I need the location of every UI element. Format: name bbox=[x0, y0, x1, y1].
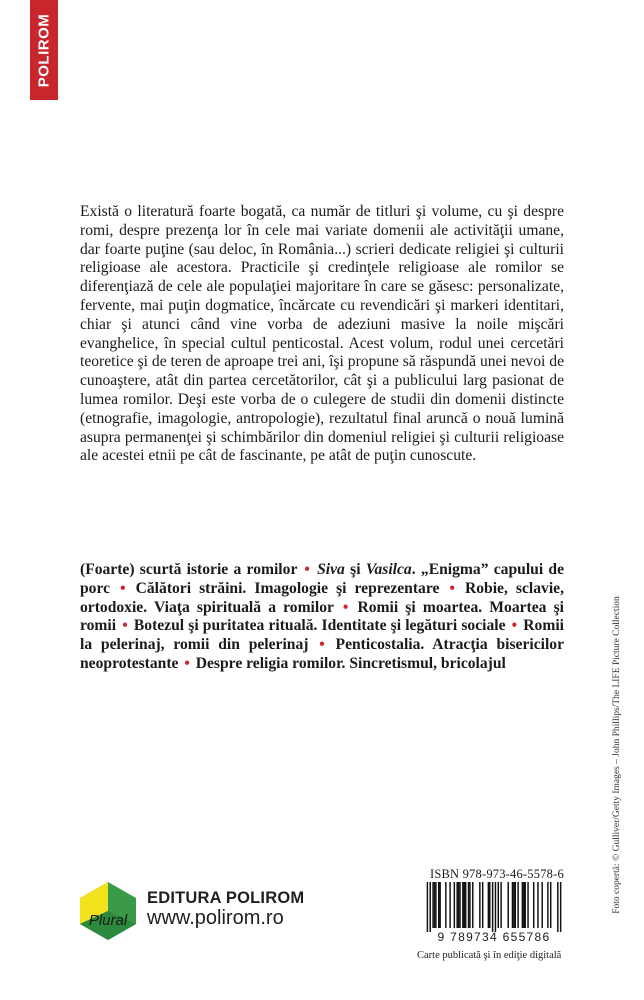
barcode-bar bbox=[456, 882, 457, 928]
barcode-bar bbox=[557, 882, 558, 932]
polirom-brand-tab bbox=[30, 0, 58, 100]
barcode-bar bbox=[495, 882, 496, 932]
barcode-bar bbox=[468, 882, 469, 928]
chapter-title: Despre religia romilor. Sincretismul, bricolajul bbox=[195, 654, 506, 672]
barcode-bar bbox=[547, 882, 548, 928]
barcode-bar bbox=[454, 882, 455, 928]
isbn-label: ISBN 978-973-46-5578-6 bbox=[430, 867, 564, 881]
chapter-title-connector: şi bbox=[344, 561, 366, 578]
barcode-bar bbox=[435, 882, 436, 928]
barcode-bar bbox=[550, 882, 551, 928]
barcode-bar bbox=[482, 882, 483, 928]
barcode-bar bbox=[445, 882, 446, 928]
barcode-bar bbox=[517, 882, 518, 928]
barcode-bar bbox=[427, 882, 428, 932]
barcode-bar bbox=[527, 882, 528, 928]
barcode-bar bbox=[515, 882, 516, 928]
barcode-bar bbox=[459, 882, 460, 928]
barcode-bar bbox=[524, 882, 525, 928]
digital-edition-note: Carte publicată şi în ediţie digitală bbox=[417, 950, 562, 961]
barcode-digits: 9 789734 655786 bbox=[437, 930, 551, 944]
plural-logo bbox=[80, 882, 136, 940]
bullet-separator: • bbox=[449, 579, 455, 597]
barcode-bar bbox=[458, 882, 459, 928]
chapter-title: Penticostalia. Atracţia bisericilor neoprotestante bbox=[80, 636, 565, 672]
chapter-title: Robie, sclavie, ortodoxie. Viaţa spirituală a romilor bbox=[80, 579, 564, 616]
bullet-separator: • bbox=[122, 617, 128, 635]
bullet-separator: • bbox=[304, 561, 310, 578]
barcode-bar bbox=[434, 882, 435, 928]
bullet-separator: • bbox=[184, 654, 190, 672]
brand-tab-label: POLIROM bbox=[35, 13, 53, 87]
barcode-bar bbox=[500, 882, 501, 928]
barcode-bar bbox=[541, 882, 542, 928]
barcode-bar bbox=[533, 882, 534, 928]
publisher-name: EDITURA POLIROM bbox=[147, 889, 305, 907]
barcode-bar bbox=[507, 882, 508, 928]
isbn-barcode bbox=[421, 882, 567, 932]
chapter-title: Botezul şi puritatea rituală. Identitate şi legături sociale bbox=[133, 617, 506, 635]
barcode-bar bbox=[537, 882, 538, 928]
barcode-bar bbox=[522, 882, 523, 928]
publisher-url: www.polirom.ro bbox=[147, 907, 284, 929]
barcode-bar bbox=[489, 882, 490, 928]
chapter-title: Romii şi moartea. Moartea şi romii bbox=[80, 598, 565, 635]
barcode-bar bbox=[472, 882, 473, 928]
barcode-bar bbox=[464, 882, 465, 928]
chapter-title-italic: Vasilca bbox=[365, 561, 412, 578]
barcode-bar bbox=[469, 882, 470, 928]
bullet-separator: • bbox=[319, 636, 325, 654]
photo-credit bbox=[607, 555, 627, 955]
barcode-bar bbox=[523, 882, 524, 928]
barcode-bar bbox=[560, 882, 561, 932]
bullet-separator: • bbox=[511, 617, 518, 635]
photo-credit-text: Foto copertă: © Gulliver/Getty Images – John Phillips/The LIFE Picture Collection bbox=[612, 596, 623, 914]
plural-logo-text: Plural bbox=[88, 912, 128, 929]
chapter-title: (Foarte) scurtă istorie a romilor bbox=[80, 561, 298, 578]
chapter-title: . „Enigma” capului de porc bbox=[80, 561, 565, 597]
barcode-bar bbox=[492, 882, 493, 932]
barcode-bar bbox=[449, 882, 450, 928]
back-cover-blurb: Există o literatură foarte bogată, ca număr de titluri şi volume, cu şi despre romi, despre prezenţa lor în cele mai variate domenii ale activităţii umane, dar foarte puţine (sau deloc, în România...) scrieri dedicate religiei şi culturii religioase ale acestora. Practicile şi credinţele religioase ale romilor se diferenţiază de cele ale populaţiei majoritare în care se găsesc: personalizate, fervente, mai puţin dogmatice, încărcate cu revendicări şi markeri identitari, chiar şi atunci când vine vorba de adeziuni masive la noile mişcări evanghelice, în special cultul penticostal. Acest volum, rodul unei cercetări teoretice şi de teren de aproape trei ani, îşi propune să răspundă unei nevoi de cunoaştere, atât din partea cercetătorilor, cât şi a publicului larg pasionat de lumea romilor. Deşi este vorba de o culegere de studii din domenii distincte (etnografie, imagologie, antropologie), rezultatul final aruncă o nouă lumină asupra permanenţei şi schimbărilor din domeniul religiei şi culturii religioase ale acestei etnii pe cât de fascinante, pe atât de puţin cunoscute. bbox=[80, 203, 564, 465]
barcode-bar bbox=[488, 882, 489, 928]
barcode-bar bbox=[498, 882, 499, 928]
chapter-title: Romii la pelerinaj, romii din pelerinaj bbox=[80, 617, 564, 654]
bullet-separator: • bbox=[342, 598, 349, 616]
barcode-bar bbox=[438, 882, 439, 928]
chapter-title-italic: Siva bbox=[317, 561, 345, 578]
bullet-separator: • bbox=[120, 579, 126, 597]
barcode-bar bbox=[513, 882, 514, 928]
barcode-bar bbox=[430, 882, 431, 932]
barcode-bar bbox=[432, 882, 433, 928]
barcode-bar bbox=[439, 882, 440, 928]
barcode-bar bbox=[462, 882, 463, 928]
barcode-bar bbox=[512, 882, 513, 928]
barcode-bar bbox=[465, 882, 466, 928]
chapter-list bbox=[80, 561, 564, 674]
chapter-title: Călători străini. Imagologie şi reprezentare bbox=[135, 579, 440, 597]
barcode-bar bbox=[479, 882, 480, 928]
